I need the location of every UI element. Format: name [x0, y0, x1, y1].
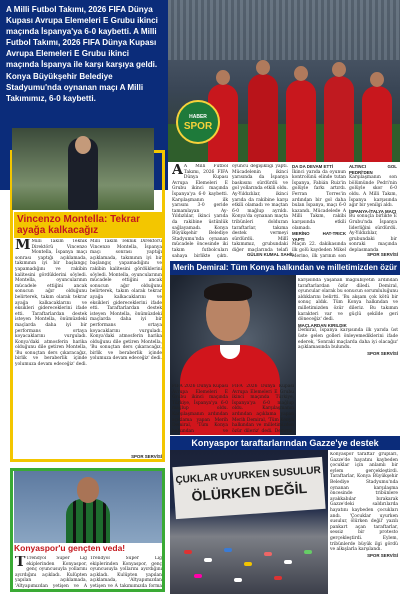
young-player-body: Trendyol Süper Lig ekiplerinden Konyaspor, genç oyuncusuyla yollarını ayırdığını açıkladı. Kulüpten yapılan açıklamada, 'Altyapımızdan yetişen ve A	[15, 556, 87, 589]
match-article-col4	[349, 164, 397, 252]
montella-body-cont: Milli Takım Teknik Direktörü Vincenzo Montella, İspanya maçı sonrası yaptığı açıklamada, takımının iyi bir başlangıç yapamadığını ve rakibin kalitesini gördüklerini söyledi. Montella, oyuncularının mücadele ettiğini ancak sonucun ağır olduğunu belirterek, takım olarak tekrar ayağa kalkacaklarını ve eksikleri gidereceklerini ifade etti. Taraftarlardan destek isteyen Montella, önümüzdeki maçlarda daha iyi bir performans ortaya koyacaklarını vurguladı. Konya'daki atmosferin harika olduğunu dile getiren Montella, 'Bu sonuçtan ders çıkaracağız, birlik ve beraberlik içinde yolumuza devam edeceğiz' dedi.	[90, 239, 162, 362]
demiral-headline: Merih Demiral: Tüm Konya halkından ve milletimizden özür	[170, 261, 400, 275]
demiral-right-col	[298, 278, 398, 436]
demiral-right2-text: Demiral, İspanya karşısında ilk yarıda üst üste gelen golleri önleyemediklerini ifade ederek, 'Sonraki maçlarda daha iyi olacağız' açıklamasında bulundu.	[298, 328, 398, 351]
montella-headline: Vincenzo Montella: Tekrar ayağa kalkacağız	[14, 212, 164, 238]
protest-right-col	[330, 452, 398, 592]
match-article-col4-text: Karşılaşmanın son bölümünde Pedri'nin golüyle skor 6-0 oldu. A Milli Takım, İspanya karşısında ağır bir yenilgi aldı.	[349, 175, 397, 209]
spor-logo	[176, 100, 220, 144]
match-article-col4b-text: Bu sonuçla birlikte E Grubu'nda İspanya liderliğini sürdürdü. Ay-Yıldızlılar, grubundaki bir sonraki maçında deplasmanda	[349, 214, 397, 252]
montella-signature: SPOR SERVİSİ	[131, 454, 162, 459]
demiral-signature: SPOR SERVİSİ	[367, 350, 398, 356]
match-article-col3	[292, 164, 346, 258]
young-player-col2	[90, 556, 162, 590]
protest-signature: SPOR SERVİSİ	[367, 552, 398, 558]
logo-bottom-text: SPOR	[183, 121, 213, 132]
protest-body: Konyaspor taraftar grupları, Gazze'de hayatını kaybeden çocuklar için anlamlı bir eylem gerçekleştirdi. Taraftarlar, Konya Büyükşehir Belediye Stadyumu'nda oynanan karşılaşma öncesinde tribünlere ayakkabılar bırakarak Gazze'deki saldırılarda hayatını kaybeden çocukları andı. 'Çocuklar uyurken susulur, ölürken değil' yazılı pankart açan taraftarlar, sessiz bir protesto gerçekleştirdi. Eylem, tribünlerde büyük ilgi gördü ve alkışlarla karşılandı.	[330, 452, 398, 553]
montella-body-col2	[90, 239, 162, 453]
demiral-subhead: MAÇLARDAN KIRILDIK	[298, 322, 347, 328]
match-article-col1: A A Milli Futbol Takımı, 2026 FIFA Dünya Kupası Avrupa Elemeleri E Grubu ikinci maçında İspanya'ya 6-0 kaybetti. Karşılaşmanın ilk yarısını 3-0 geride tamamlayan Ay-Yıldızlılar, ikinci yarıda da rakibine üstünlük sağlayamadı. Konya Büyükşehir Belediye Stadyumu'nda oynanan mücadele öncesinde iki takım futbolcuları sahaya birlikte çıktı.	[172, 164, 228, 258]
match-article-col3b-text: Maçın 22. dakikasında ilk golü kaydeden Mikel Merino, ilk yarının son	[292, 242, 346, 258]
montella-body: Milli Takım Teknik Direktörü Vincenzo Montella, İspanya maçı sonrası yaptığı açıklamada, takımının iyi bir başlangıç yapamadığını ve rakibin kalitesini gördüklerini söyledi. Montella, oyuncularının mücadele ettiğini ancak sonucun ağır olduğunu belirterek, takım olarak tekrar ayağa kalkacaklarını ve eksikleri gidereceklerini ifade etti. Taraftarlardan destek isteyen Montella, önümüzdeki maçlarda daha iyi bir performans ortaya koyacaklarını vurguladı. Konya'daki atmosferin harika olduğunu dile getiren Montella, 'Bu sonuçtan ders çıkaracağız, birlik ve beraberlik içinde yolumuza devam edeceğiz' dedi.	[15, 239, 87, 368]
subhead-italya: İSPANYA-İTALYA MAÇI	[349, 208, 397, 214]
banner-line1: ÇUKLAR UYURKEN SUSULUR	[175, 464, 322, 487]
match-article-body: A Milli Futbol Takımı, 2026 FIFA Dünya Kupası Avrupa Elemeleri E Grubu ikinci maçında İspanya'ya 6-0 kaybetti. Karşılaşmanın ilk yarısını 3-0 geride tamamlayan Ay-Yıldızlılar, ikinci yarıda da rakibine üstünlük sağlayamadı. Konya Büyükşehir Belediye Stadyumu'nda oynanan mücadele öncesinde iki takım futbolcuları sahaya birlikte çıktı.	[172, 164, 228, 258]
match-article-signature: SPOR SERVİSİ	[367, 252, 398, 257]
subhead-devam: DA DA DEVAM ETTİ	[292, 164, 334, 169]
top-lead-summary: A Milli Futbol Takımı, 2026 FIFA Dünya Kupası Avrupa Elemeleri E Grubu ikinci maçında İspanya'ya 6-0 kaybetti. A Milli Futbol Takımı, 2026 FIFA Dünya Kupası Avrupa Elemeleri E Grubu ikinci maçında İspanya ile karşı karşıya geldi. Konya Büyükşehir Belediye Stadyumu'nda oynanan maçı A Milli Takımımız, 6-0 kaybetti.	[0, 0, 168, 190]
young-player-photo	[14, 471, 162, 543]
demiral-body: FIFA 2026 Dünya Kupası Avrupa Elemeleri E Grubu ikinci maçında Türkiye, İspanya'ya 6-0 mağlup oldu. Karşılaşmanın ardından açıklama yapan Merih Demiral, 'Tüm Konya halkından ve	[172, 384, 228, 434]
montella-photo	[12, 128, 154, 210]
demiral-right-text: karşısında yaşanan mağlubiyetin ardından taraftarlardan özür diledi. Demiral, oyuncular olarak bu sonucun sorumluluğunu aldıklarını belirtti. 'Bu akşam çok kötü bir sonuç aldık. Tüm Konya halkından ve milletimizden özür dileriz. Bu takımın karakteri var ve güçlü şekilde geri döneceğiz' dedi.	[298, 278, 398, 323]
subhead-pedri: ALTINCI GOL PEDRİ'DEN	[349, 164, 397, 175]
young-player-headline: Konyaspor'u gençten veda!	[14, 543, 126, 553]
match-article-mid: oyuncu değişikliği yaptı. Mücadelenin ikinci yarısında da İspanya baskısını sürdürdü ve gol yollarında etkili oldu. Ay-Yıldızlılar, ikinci yarıda da rakibine karşı etkili olamadı ve maçtan 6-0 mağlup ayrıldı. Konya'da oynanan maçta tribünleri dolduran taraftarlar, takıma destek vermeyi sürdürdü. Millî takımımız, grubundaki diğer maçlarında telafi	[232, 164, 288, 253]
demiral-body-col1	[172, 384, 228, 434]
banner-line2: ÖLÜRKEN DEĞİL	[190, 479, 308, 505]
protest-headline: Konyaspor taraftarlarından Gazze'ye destek	[170, 436, 400, 450]
match-article-signature2: GÜLEN KUMAL SAHİL	[247, 252, 294, 257]
match-article-col3-text: İkinci yarıda da oyunun kontrolünü elinde tutan İspanya, Fabián Ruiz'in golüyle farkı artırdı. Ferran Torres'in ardından bir gol daha bulan İspanya, maçı 6-0 kazandı. Mücadelede A Milli Takım, rakibi karşısında etkili olamadı.	[292, 169, 346, 231]
logo-top-text: HABER	[189, 114, 207, 120]
demiral-body-col2	[232, 384, 294, 434]
protest-photo	[170, 450, 328, 594]
young-player-col1: T Trendyol Süper Lig ekiplerinden Konyaspor, genç oyuncusuyla yollarını ayırdığını açıkladı. Kulüpten yapılan açıklamada, 'Altyapımızdan yetişen ve A	[15, 556, 87, 590]
demiral-body-cont: FIFA 2026 Dünya Kupası Avrupa Elemeleri E Grubu ikinci maçında Türkiye, İspanya'ya 6-0 mağlup oldu. Karşılaşmanın ardından açıklama yapan Merih Demiral, 'Tüm Konya halkından ve milletimizden özür dileriz' dedi. Demiral,	[232, 384, 294, 434]
young-player-body-cont: Trendyol Süper Lig ekiplerinden Konyaspor, genç oyuncusuyla yollarını ayırdığını açıkladı. Kulüpten yapılan açıklamada, 'Altyapımızdan yetişen ve A takımımızda forma	[90, 556, 162, 589]
montella-body-col1: M Milli Takım Teknik Direktörü Vincenzo Montella, İspanya maçı sonrası yaptığı açıklamada, takımının iyi bir başlangıç yapamadığını ve rakibin kalitesini gördüklerini söyledi. Montella, oyuncularının mücadele ettiğini ancak sonucun ağır olduğunu belirterek, takım olarak tekrar ayağa kalkacaklarını ve eksikleri gidereceklerini ifade etti. Taraftarlardan destek isteyen Montella, önümüzdeki maçlarda daha iyi bir performans ortaya koyacaklarını vurguladı. Konya'daki atmosferin harika olduğunu dile getiren Montella, 'Bu sonuçtan ders çıkaracağız, birlik ve beraberlik içinde yolumuza devam edeceğiz' dedi.	[15, 239, 87, 368]
match-article-col2	[232, 164, 288, 254]
protest-banner	[172, 457, 325, 519]
subhead-merino: MERİNO HAT-TRICK YAPTI	[292, 231, 346, 242]
